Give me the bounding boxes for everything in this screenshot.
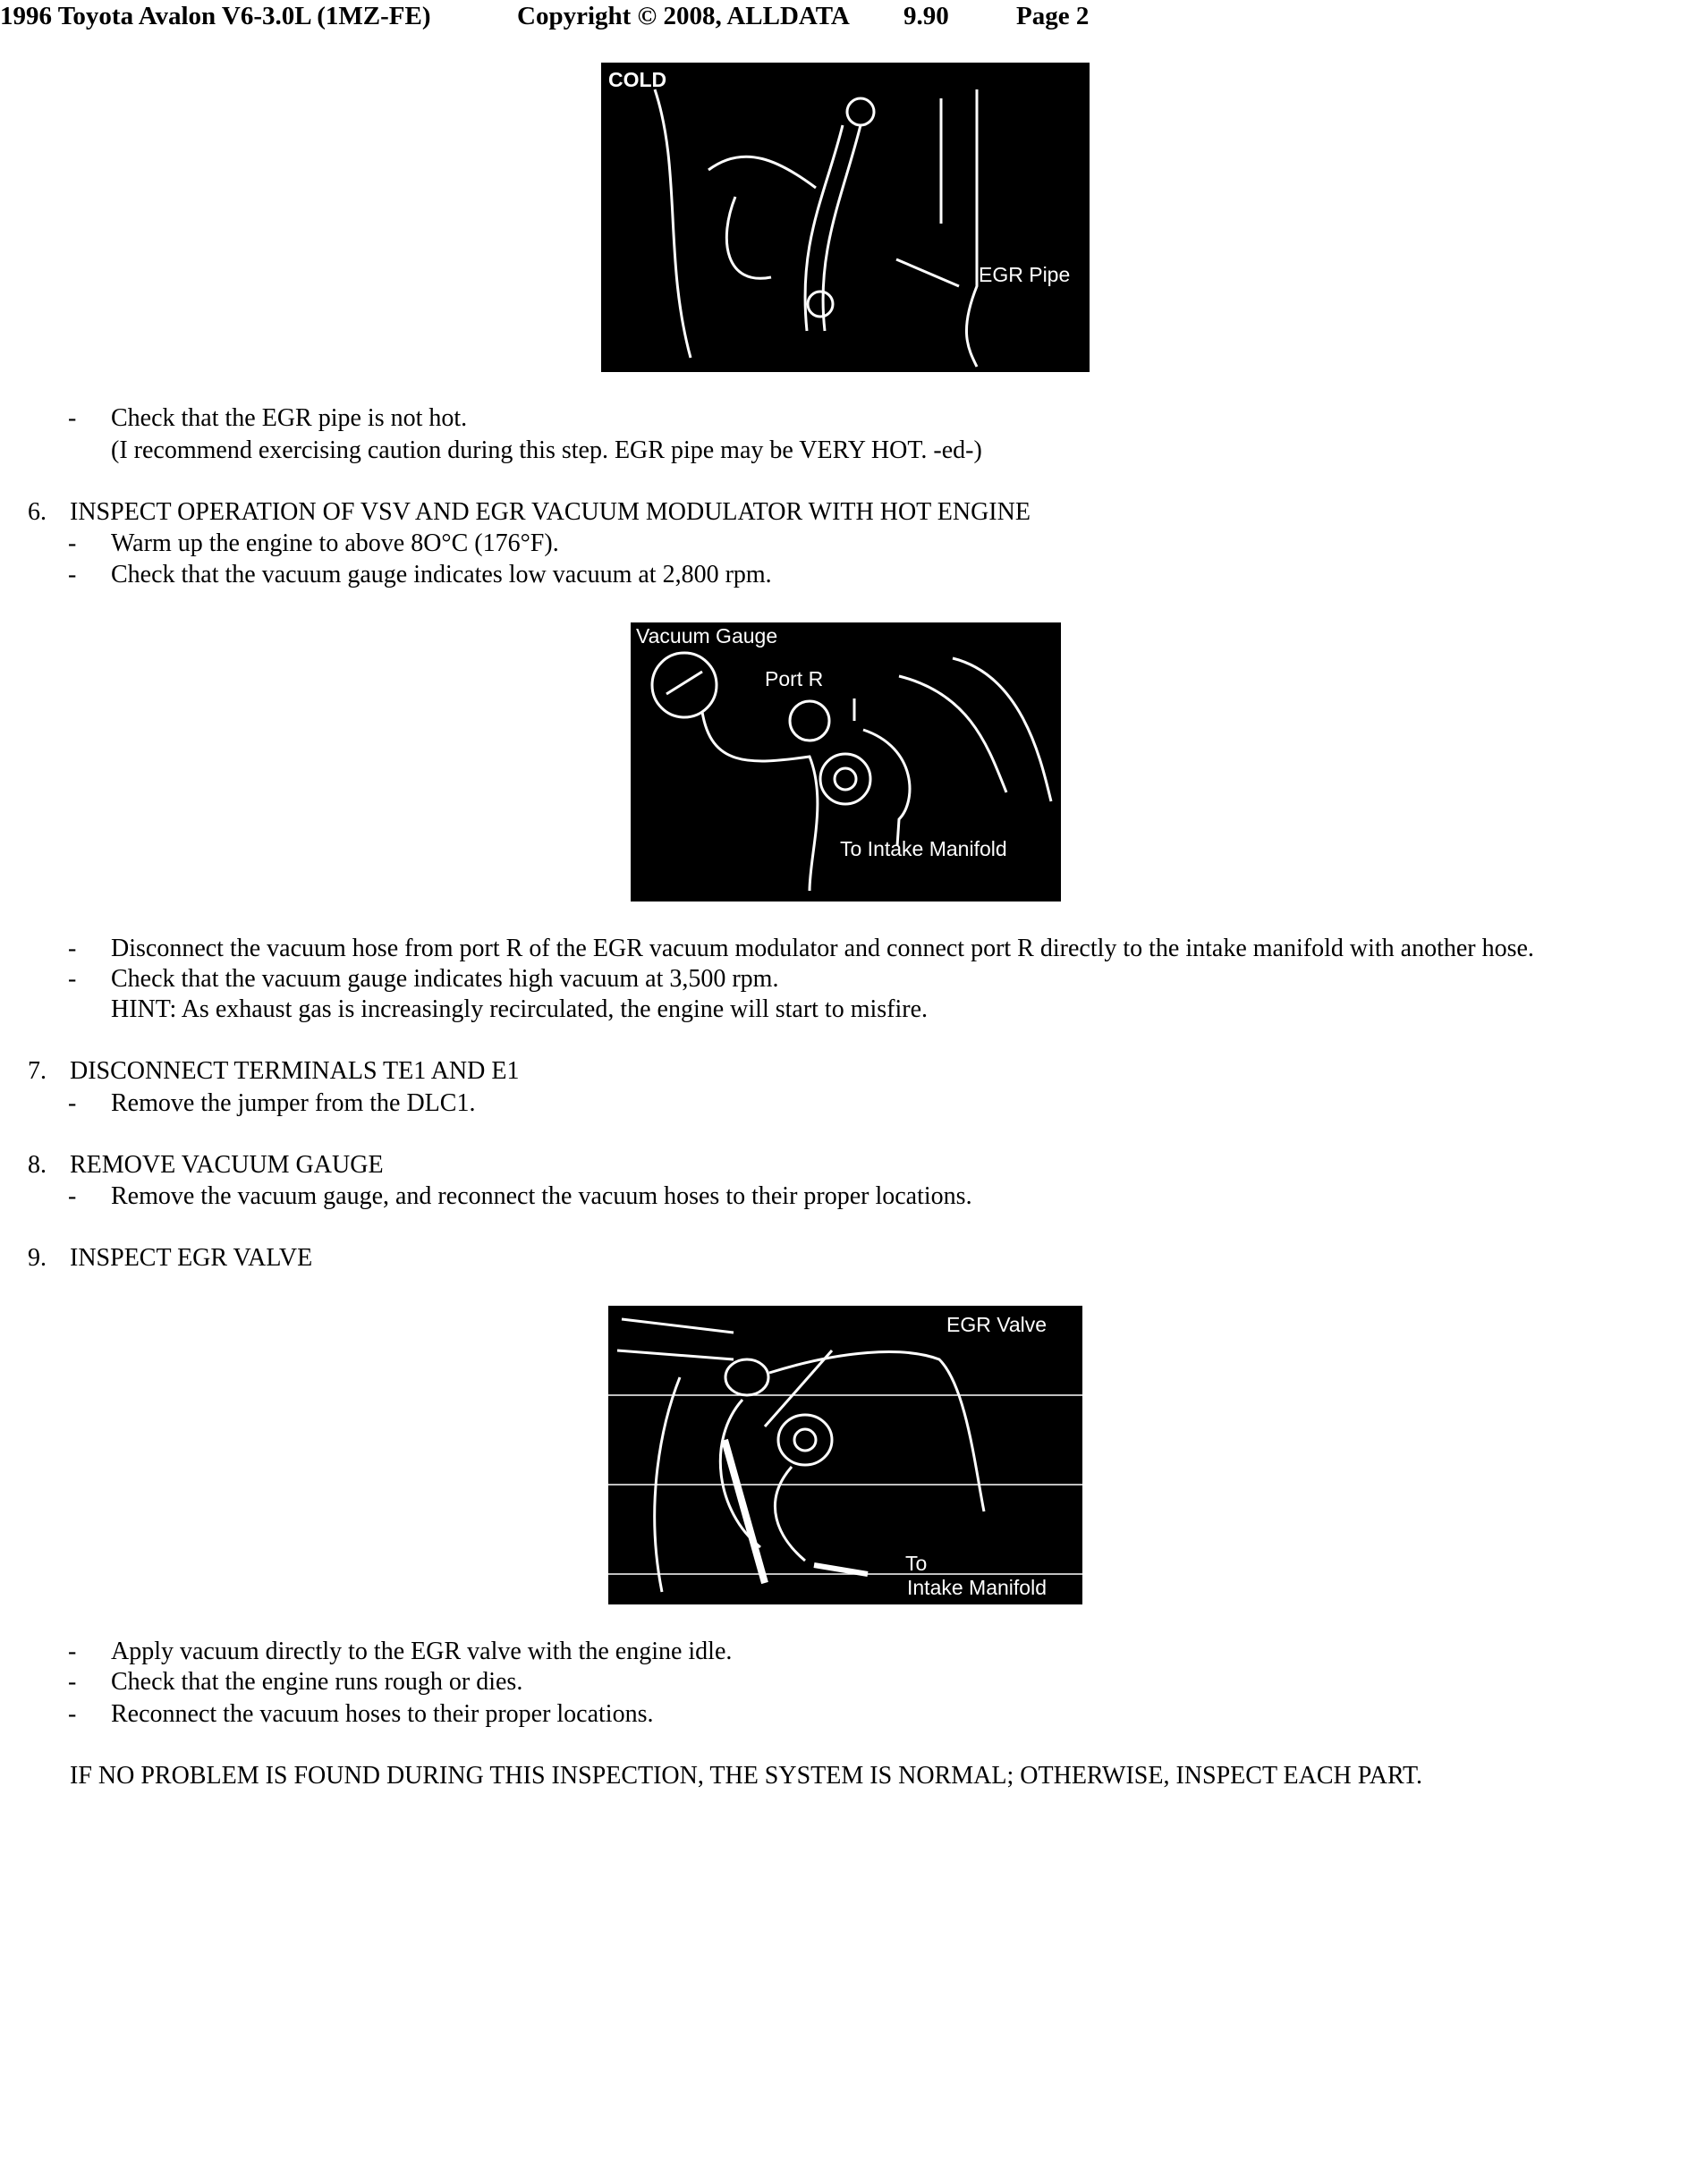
step7-title: DISCONNECT TERMINALS TE1 AND E1 xyxy=(70,1057,520,1085)
step9-bullet-3: Reconnect the vacuum hoses to their proper locations. xyxy=(111,1700,654,1728)
bullet-dash: - xyxy=(68,965,77,993)
bullet-dash: - xyxy=(68,1182,77,1210)
bullet-dash: - xyxy=(68,404,77,432)
bullet-dash: - xyxy=(68,1668,77,1696)
header-version: 9.90 xyxy=(903,2,949,30)
label-vacuum-gauge: Vacuum Gauge xyxy=(636,624,778,648)
bullet-dash: - xyxy=(68,935,77,962)
step8-title: REMOVE VACUUM GAUGE xyxy=(70,1151,384,1179)
step6-bullet-3: Disconnect the vacuum hose from port R of the EGR vacuum modulator and connect port R directly to the intake manifold with another hose. xyxy=(111,935,1534,962)
conclusion-text: IF NO PROBLEM IS FOUND DURING THIS INSPECTION, THE SYSTEM IS NORMAL; OTHERWISE, INSPECT EACH PART. xyxy=(70,1762,1423,1790)
step9-bullet-1: Apply vacuum directly to the EGR valve with the engine idle. xyxy=(111,1638,733,1665)
step9-number: 9. xyxy=(28,1244,47,1272)
step7-number: 7. xyxy=(28,1057,47,1085)
label-to: To xyxy=(905,1552,928,1575)
label-intake-manifold: Intake Manifold xyxy=(907,1576,1047,1599)
step9-bullet-2: Check that the engine runs rough or dies. xyxy=(111,1668,523,1696)
header-page: Page 2 xyxy=(1016,2,1090,30)
step9-title: INSPECT EGR VALVE xyxy=(70,1244,313,1272)
step6-number: 6. xyxy=(28,498,47,526)
bullet-dash: - xyxy=(68,561,77,588)
step6-title: INSPECT OPERATION OF VSV AND EGR VACUUM MODULATOR WITH HOT ENGINE xyxy=(70,498,1031,526)
engine-illustration xyxy=(601,63,1090,372)
bullet-dash: - xyxy=(68,1700,77,1728)
header-copyright: Copyright © 2008, ALLDATA xyxy=(517,2,850,30)
label-egr-valve: EGR Valve xyxy=(946,1313,1048,1336)
step6-bullet-4: Check that the vacuum gauge indicates high vacuum at 3,500 rpm. xyxy=(111,965,779,993)
egr-valve-figure xyxy=(608,1306,1082,1604)
label-to-intake-manifold: To Intake Manifold xyxy=(840,837,1007,860)
bullet-dash: - xyxy=(68,1089,77,1117)
vacuum-gauge-figure xyxy=(631,622,1061,902)
step7-bullet-1: Remove the jumper from the DLC1. xyxy=(111,1089,476,1117)
step8-number: 8. xyxy=(28,1151,47,1179)
egr-pipe-cold-figure xyxy=(601,63,1090,372)
step6-bullet-1: Warm up the engine to above 8O°C (176°F). xyxy=(111,529,559,557)
label-port-r: Port R xyxy=(765,667,824,690)
label-egr-pipe: EGR Pipe xyxy=(979,263,1071,286)
step8-bullet-1: Remove the vacuum gauge, and reconnect the vacuum hoses to their proper locations. xyxy=(111,1182,972,1210)
step5-note: (I recommend exercising caution during this step. EGR pipe may be VERY HOT. -ed-) xyxy=(111,436,982,464)
bullet-dash: - xyxy=(68,529,77,557)
step5-bullet-1: Check that the EGR pipe is not hot. xyxy=(111,404,468,432)
step6-bullet-2: Check that the vacuum gauge indicates low vacuum at 2,800 rpm. xyxy=(111,561,772,588)
step6-hint: HINT: As exhaust gas is increasingly recirculated, the engine will start to misfire. xyxy=(111,995,929,1023)
label-cold: COLD xyxy=(608,68,667,91)
header-vehicle: 1996 Toyota Avalon V6-3.0L (1MZ-FE) xyxy=(0,2,431,30)
egr-valve-illustration xyxy=(608,1306,1082,1604)
bullet-dash: - xyxy=(68,1638,77,1665)
